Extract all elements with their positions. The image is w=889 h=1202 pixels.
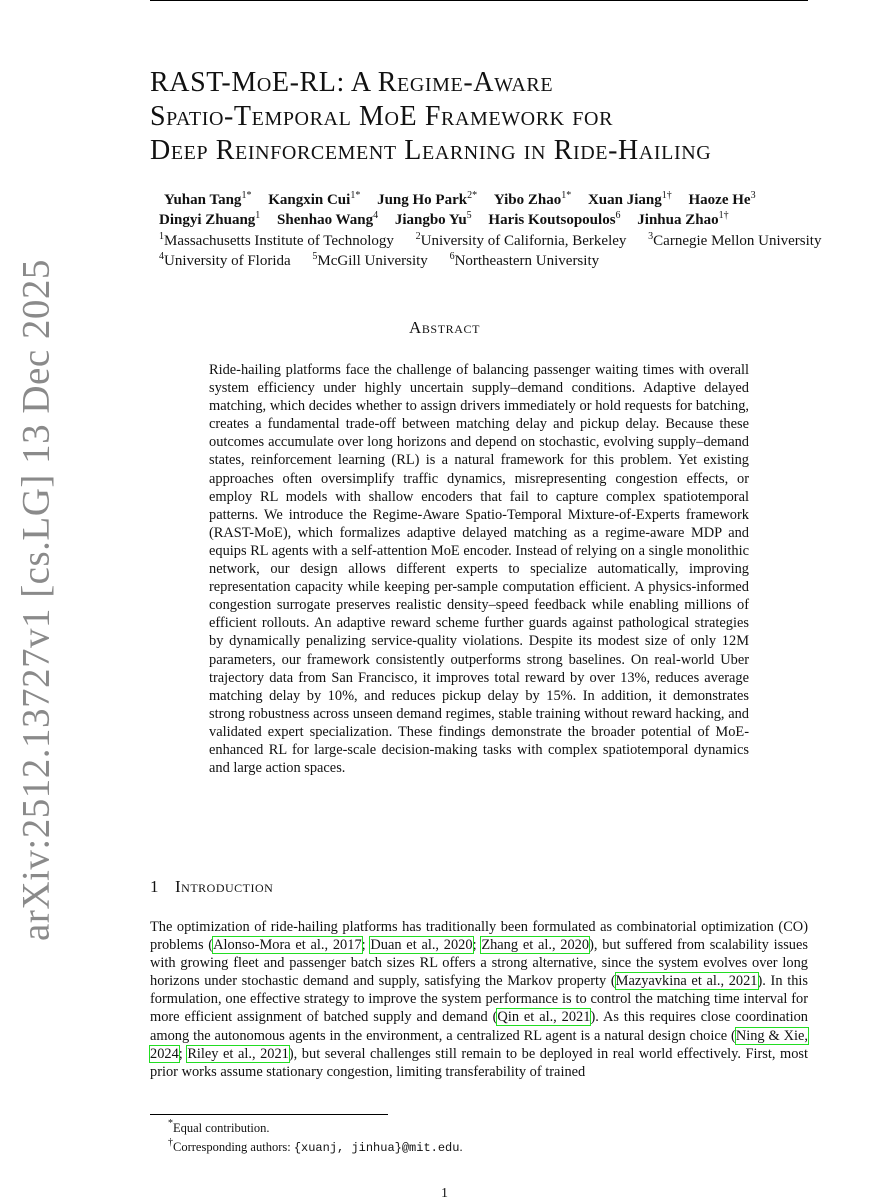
citation-link[interactable]: Ning & Xie, 2024: [150, 1027, 809, 1062]
affiliation: $^6$Northeastern University: [449, 251, 600, 269]
author: Haris Koutsopoulos$^6$: [488, 210, 621, 228]
footnotes: [168, 1119, 463, 1158]
author: Haoze He$^3$: [688, 190, 756, 208]
author: Jiangbo Yu$^5$: [394, 210, 472, 228]
page-number: 1: [441, 1186, 448, 1201]
section-title: Introduction: [175, 877, 274, 896]
author: Dingyi Zhuang$^1$: [159, 210, 261, 228]
footnote-equal-contribution: *Equal contribution.: [168, 1118, 270, 1135]
paper-title: [150, 66, 850, 168]
citation-link[interactable]: Alonso-Mora et al., 2017: [213, 937, 362, 954]
footnote-rule: [150, 1114, 388, 1115]
citation-link[interactable]: Qin et al., 2021: [497, 1009, 591, 1026]
citation-link[interactable]: Duan et al., 2020: [370, 937, 473, 954]
affiliation: $^5$McGill University: [312, 251, 428, 269]
affiliation-row-1: [159, 233, 839, 250]
affiliation: $^1$Massachusetts Institute of Technology: [159, 231, 394, 249]
citation-link[interactable]: Zhang et al., 2020: [481, 937, 590, 954]
author: Jung Ho Park$^{2*}$: [377, 190, 478, 208]
title-line-1: RAST-MoE-RL: A Regime-Aware: [150, 67, 554, 98]
affiliation: $^4$University of Florida: [159, 251, 291, 269]
abstract-text: Ride-hailing platforms face the challenge of balancing passenger waiting times with overall system efficiency under highly uncertain supply–demand conditions. Adaptive delayed matching, which decides whether to assign drivers immediately or hold requests for batching, creates a fundamental trade-off between matching delay and pickup delay. Because these outcomes accumulate over long horizons and depend on stochastic, evolving supply–demand states, reinforcement learning (RL) is a natural framework for this problem. Yet existing approaches often oversimplify traffic dynamics, misrepresenting congestion effects, or employ RL models with shallow encoders that fail to capture complex spatiotemporal patterns. We introduce the Regime-Aware Spatio-Temporal Mixture-of-Experts framework (RAST-MoE), which formalizes adaptive delayed matching as a regime-aware MDP and equips RL agents with a self-attention MoE encoder. Instead of relying on a single monolithic network, our design allows different experts to specialize automatically, improving representation capacity while keeping per-sample computation efficient. A physics-informed congestion surrogate preserves realistic density–speed feedback while enabling millions of efficient rollouts. An adaptive reward scheme further guards against pathological strategies by dynamically penalizing service-quality violations. Despite its modest size of only 12M parameters, our framework consistently outperforms strong baselines. On real-world Uber trajectory data from San Francisco, it improves total reward by over 13%, reduces average matching delay by 10%, and reduces pickup delay by 15%. In addition, it demonstrates strong robustness across unseen demand regimes, stable training without reward hacking, and validated expert specialization. These findings demonstrate the broader potential of MoE-enhanced RL for large-scale decision-making tasks with complex spatiotemporal dynamics and large action spaces.: [209, 362, 749, 777]
author: Xuan Jiang$^{1\dagger}$: [587, 190, 672, 208]
top-rule: [150, 0, 808, 1]
section-number: 1: [150, 877, 159, 896]
author-row-1: [164, 192, 769, 209]
affiliation: $^3$Carnegie Mellon University: [648, 231, 822, 249]
introduction-paragraph: The optimization of ride-hailing platforms has traditionally been formulated as combinatorial optimization (CO) problems (Alonso-Mora et al., 2017; Duan et al., 2020; Zhang et al., 2020), but suffered from scalability issues with growing fleet and passenger batch sizes RL offers a strong alternative, since the system evolves over long horizons under stochastic demand and supply, satisfying the Markov property (Mazyavkina et al., 2021). In this formulation, one effective strategy to improve the system performance is to control the matching time interval for more efficient assignment of batched supply and demand (Qin et al., 2021). As this requires close coordination among the autonomous agents in the environment, a centralized RL agent is a natural design choice (Ning & Xie, 2024; Riley et al., 2021), but several challenges still remain to be deployed in real world effectively. First, most prior works assume stationary congestion, limiting transferability of trained: [150, 919, 809, 1080]
section-heading: [150, 877, 273, 897]
author: Yibo Zhao$^{1*}$: [493, 190, 572, 208]
citation-link[interactable]: Mazyavkina et al., 2021: [615, 973, 758, 990]
citation-link[interactable]: Riley et al., 2021: [187, 1045, 289, 1062]
arxiv-identifier-text: arXiv:2512.13727v1 [cs.LG] 13 Dec 2025: [14, 259, 58, 941]
author: Kangxin Cui$^{1*}$: [268, 190, 361, 208]
abstract-heading: Abstract: [408, 318, 481, 337]
affiliation-row-2: [159, 253, 617, 270]
title-line-3: Deep Reinforcement Learning in Ride-Hailing: [150, 135, 712, 166]
footnote-corresponding-authors: †Corresponding authors: {xuanj, jinhua}@mit.edu.: [168, 1137, 463, 1155]
author: Jinhua Zhao$^{1\dagger}$: [637, 210, 729, 228]
author-row-2: [159, 212, 742, 229]
title-line-2: Spatio-Temporal MoE Framework for: [150, 101, 614, 132]
email-address: {xuanj, jinhua}@mit.edu: [293, 1141, 460, 1155]
author: Yuhan Tang$^{1*}$: [164, 190, 252, 208]
affiliation: $^2$University of California, Berkeley: [415, 231, 627, 249]
author: Shenhao Wang$^4$: [277, 210, 379, 228]
